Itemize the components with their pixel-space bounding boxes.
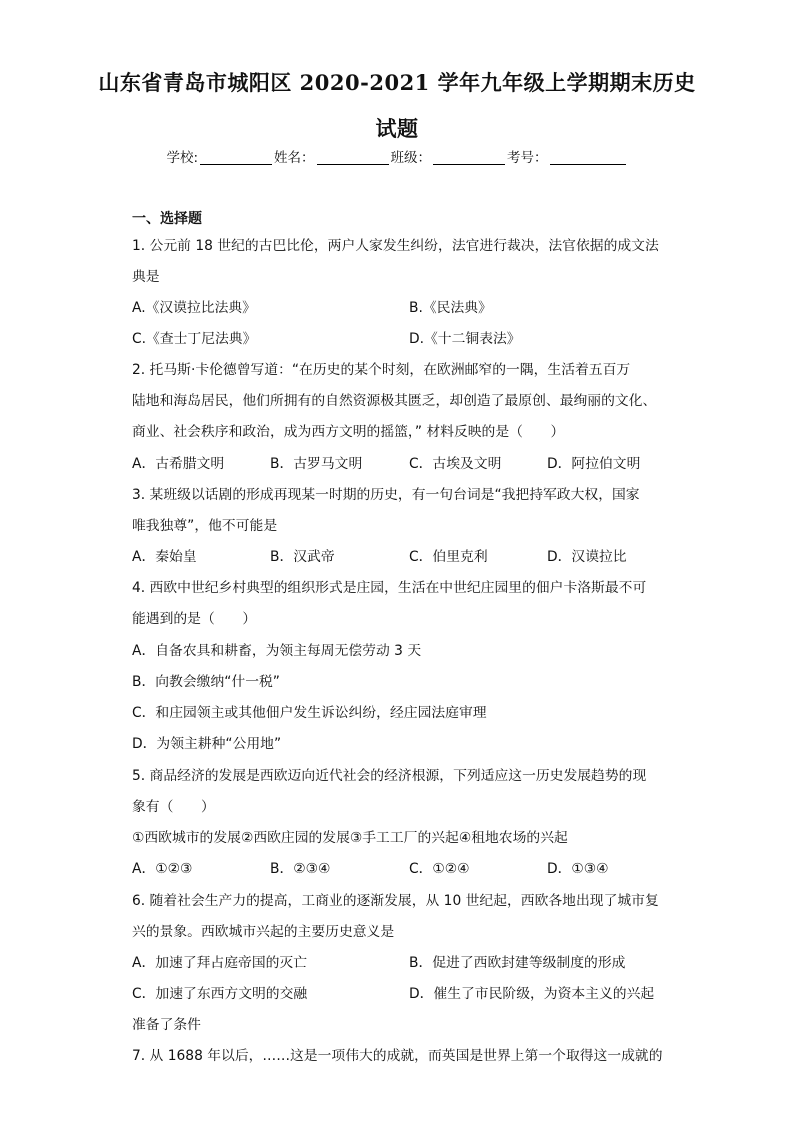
question-4-option-c: C．和庄园领主或其他佃户发生诉讼纠纷，经庄园法庭审理 bbox=[132, 705, 487, 721]
question-1-option-d: D.《十二铜表法》 bbox=[409, 331, 521, 347]
question-3-option-c: C．伯里克利 bbox=[409, 549, 488, 565]
question-5-option-b: B．②③④ bbox=[270, 861, 331, 877]
exam-number-field[interactable] bbox=[550, 150, 626, 165]
question-7-stem: 7. 从 1688 年以后，……这是一项伟大的成就，而英国是世界上第一个取得这一成就的 bbox=[132, 1048, 663, 1064]
question-6-option-b: B．促进了西欧封建等级制度的形成 bbox=[409, 955, 626, 971]
question-4-stem: 4. 西欧中世纪乡村典型的组织形式是庄园，生活在中世纪庄园里的佃户卡洛斯最不可 bbox=[132, 580, 647, 596]
question-1-stem: 1. 公元前 18 世纪的古巴比伦，两户人家发生纠纷，法官进行裁决，法官依据的成文法 bbox=[132, 238, 659, 254]
question-6-option-c: C．加速了东西方文明的交融 bbox=[132, 986, 308, 1002]
question-6-option-a: A．加速了拜占庭帝国的灭亡 bbox=[132, 955, 307, 971]
question-5-option-d: D．①③④ bbox=[547, 861, 609, 877]
question-1-stem: 典是 bbox=[132, 269, 160, 285]
question-2-option-d: D．阿拉伯文明 bbox=[547, 456, 641, 472]
question-3-option-d: D．汉谟拉比 bbox=[547, 549, 627, 565]
class-label: 班级： bbox=[390, 150, 432, 166]
question-1-option-b: B.《民法典》 bbox=[409, 300, 492, 316]
question-4-option-a: A．自备农具和耕畜，为领主每周无偿劳动 3 天 bbox=[132, 643, 422, 659]
question-6-option-d: D．催生了市民阶级，为资本主义的兴起 bbox=[409, 986, 655, 1002]
question-1-option-c: C.《查士丁尼法典》 bbox=[132, 331, 257, 347]
question-6-stem: 6. 随着社会生产力的提高，工商业的逐渐发展，从 10 世纪起，西欧各地出现了城市复 bbox=[132, 893, 659, 909]
question-4-option-b: B．向教会缴纳“什一税” bbox=[132, 674, 280, 690]
question-6-option-d-continued: 准备了条件 bbox=[132, 1017, 201, 1033]
section-title: 一、选择题 bbox=[132, 211, 202, 227]
question-2-option-c: C．古埃及文明 bbox=[409, 456, 502, 472]
question-5-option-c: C．①②④ bbox=[409, 861, 470, 877]
exam-number-label: 考号： bbox=[507, 150, 548, 166]
class-field[interactable] bbox=[433, 150, 505, 165]
question-2-stem: 陆地和海岛居民，他们所拥有的自然资源极其匮乏，却创造了最原创、最绚丽的文化、 bbox=[132, 393, 657, 409]
school-field[interactable] bbox=[200, 150, 272, 165]
exam-title-continued: 试题 bbox=[375, 116, 419, 141]
question-3-option-b: B．汉武帝 bbox=[270, 549, 335, 565]
question-5-stem: 象有（ ） bbox=[132, 799, 215, 815]
name-field[interactable] bbox=[317, 150, 389, 165]
question-6-stem: 兴的景象。西欧城市兴起的主要历史意义是 bbox=[132, 924, 395, 940]
student-info-line bbox=[0, 146, 794, 166]
question-5-option-a: A．①②③ bbox=[132, 861, 193, 877]
question-4-option-d: D．为领主耕种“公用地” bbox=[132, 736, 282, 752]
question-3-option-a: A．秦始皇 bbox=[132, 549, 197, 565]
question-4-stem: 能遇到的是（ ） bbox=[132, 611, 257, 627]
question-2-stem: 商业、社会秩序和政治，成为西方文明的摇篮，” 材料反映的是（ ） bbox=[132, 424, 565, 440]
question-2-option-a: A．古希腊文明 bbox=[132, 456, 225, 472]
question-3-stem: 3. 某班级以话剧的形成再现某一时期的历史，有一句台词是“我把持军政大权，国家 bbox=[132, 487, 640, 503]
question-3-stem: 唯我独尊”，他不可能是 bbox=[132, 518, 278, 534]
exam-title: 山东省青岛市城阳区 2020-2021 学年九年级上学期期末历史 bbox=[98, 70, 696, 95]
question-2-stem: 2. 托马斯·卡伦德曾写道：“在历史的某个时刻，在欧洲邮窄的一隅，生活着五百万 bbox=[132, 362, 631, 378]
question-1-option-a: A.《汉谟拉比法典》 bbox=[132, 300, 256, 316]
question-5-stem: ①西欧城市的发展②西欧庄园的发展③手工工厂的兴起④租地农场的兴起 bbox=[132, 830, 568, 846]
question-2-option-b: B．古罗马文明 bbox=[270, 456, 363, 472]
question-5-stem: 5. 商品经济的发展是西欧迈向近代社会的经济根源，下列适应这一历史发展趋势的现 bbox=[132, 768, 647, 784]
name-label: 姓名： bbox=[274, 150, 315, 166]
school-label: 学校: bbox=[166, 150, 199, 166]
